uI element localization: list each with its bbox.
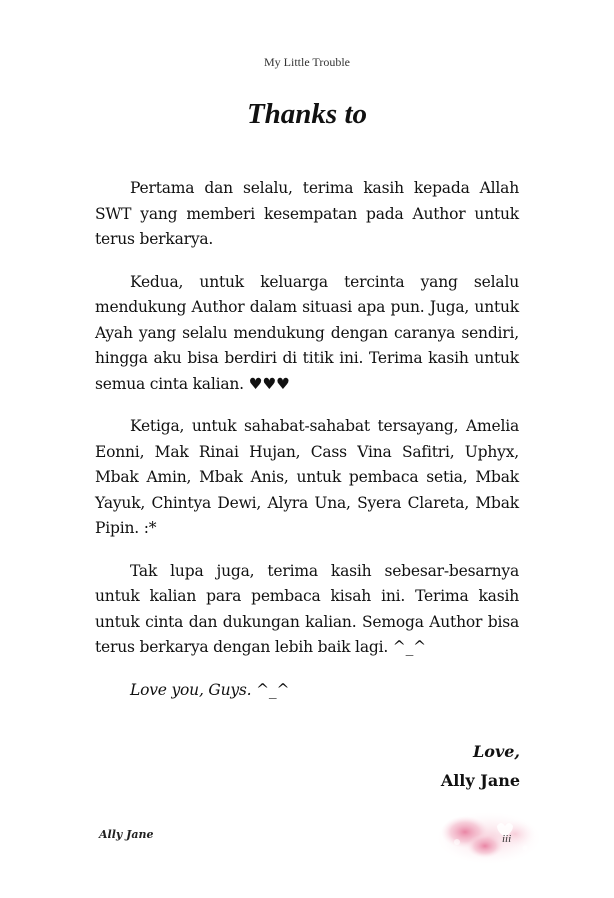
paragraph-1: Pertama dan selalu, terima kasih kepada Allah SWT yang memberi kesempatan pada Author untuk terus berkarya. [95, 179, 519, 248]
paragraph-3: Ketiga, untuk sahabat-sahabat tersayang, Amelia Eonni, Mak Rinai Hujan, Cass Vina Safitri, Uphyx, Mbak Amin, Mbak Anis, untuk pembaca setia, Mbak Yayuk, Chintya Dewi, Alyra Una, Syera Clareta, Mbak Pipin. :* [95, 417, 519, 537]
page-number: iii [502, 833, 512, 845]
paragraph-4: Tak lupa juga, terima kasih sebesar-besarnya untuk kalian para pembaca kisah ini. Terima kasih untuk cinta dan dukungan kalian. Semoga Author bisa terus berkarya dengan lebih baik lagi. ^_^ [95, 561, 519, 656]
closing-line: Love you, Guys. ^_^ [130, 680, 290, 699]
signoff-love: Love, [473, 742, 520, 761]
body-text [95, 176, 519, 720]
footer-author: Ally Jane [99, 828, 154, 841]
pink-flower-art-icon [437, 812, 542, 864]
paragraph-2: Kedua, untuk keluarga tercinta yang selalu mendukung Author dalam situasi apa pun. Juga, untuk Ayah yang selalu mendukung dengan caranya sendiri, hingga aku bisa berdiri di titik ini. Terima kasih untuk semua cinta kalian. ♥♥♥ [95, 272, 519, 393]
running-header: My Little Trouble [263, 55, 350, 69]
signoff-name: Ally Jane [440, 771, 520, 790]
signoff [441, 737, 520, 795]
page-title: Thanks to [246, 98, 368, 130]
